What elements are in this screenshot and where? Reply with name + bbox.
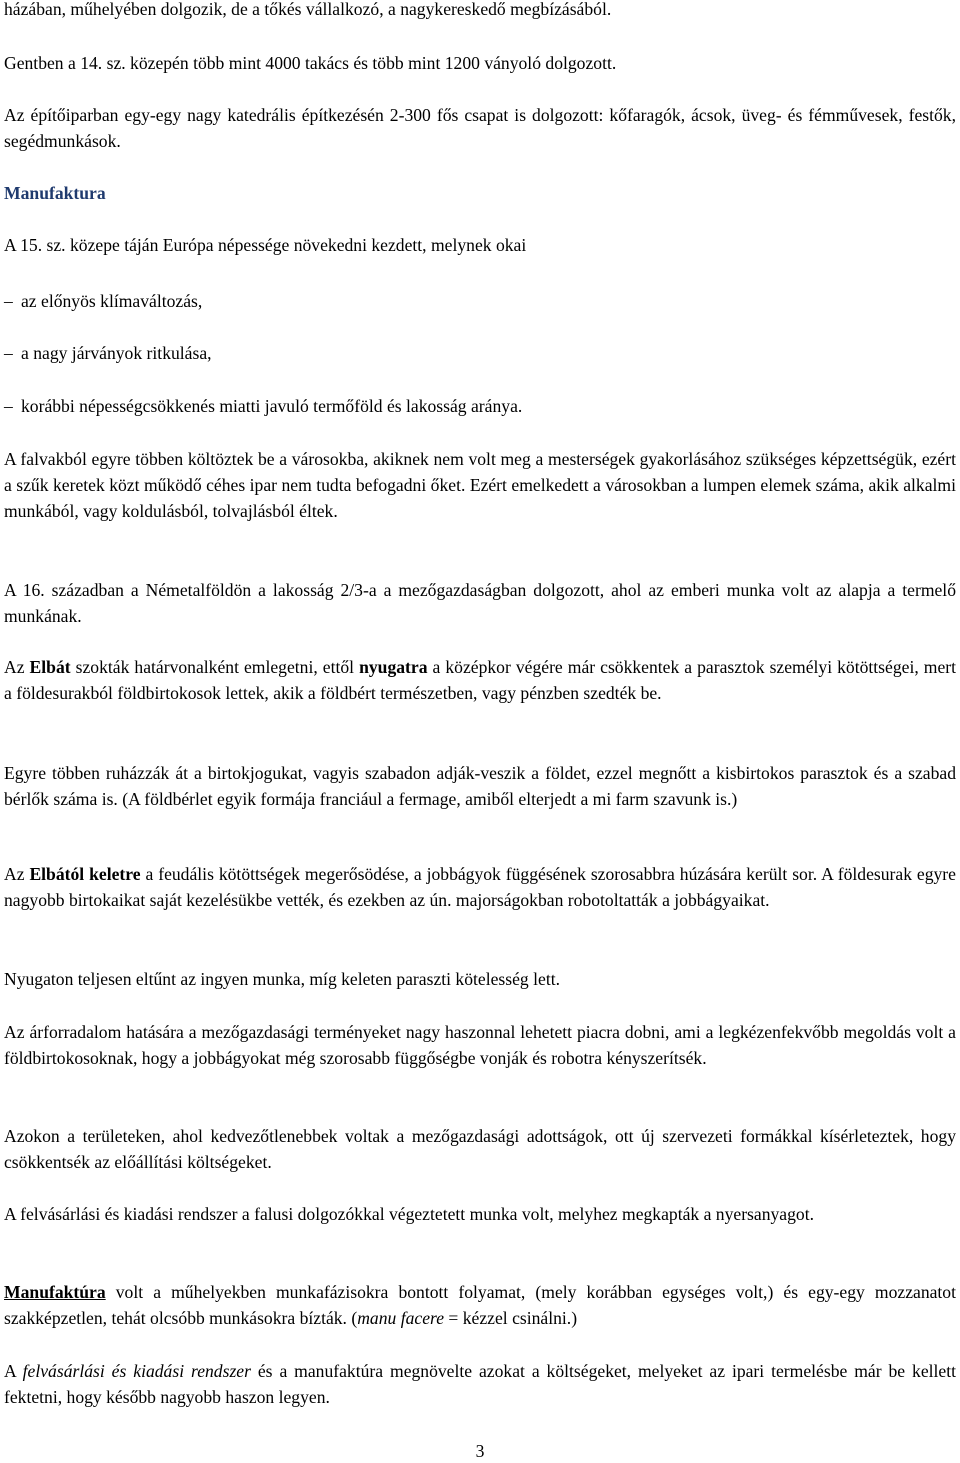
list-item-text: az előnyös klímaváltozás, xyxy=(21,291,203,311)
emphasis-nyugatra: nyugatra xyxy=(359,657,428,677)
term-manu-facere: manu facere xyxy=(357,1308,445,1328)
text-run: és a manufaktúra megnövelte azokat a költségeket, melyeket az ipari termelésbe már be kellett fektetni, hogy később nagyobb haszon legyen. xyxy=(4,1361,956,1407)
paragraph-15-szazad: A 15. sz. közepe táján Európa népessége növekedni kezdett, melynek okai xyxy=(4,235,527,255)
term-manufaktura: Manufaktúra xyxy=(4,1282,106,1302)
text-run: volt a műhelyekben munkafázisokra bontott folyamat, (mely korábban egységes volt,) és egy-egy mozzanatot szakképzetlen, tehát olcsóbb munkásokra bízták. ( xyxy=(4,1282,956,1328)
text-run: szokták határvonalként emlegetni, ettől xyxy=(70,657,360,677)
list-item xyxy=(4,288,956,314)
paragraph-nyugaton: Nyugaton teljesen eltűnt az ingyen munka, míg keleten paraszti kötelesség lett. xyxy=(4,969,560,989)
paragraph-16-szazad: A 16. században a Németalföldön a lakosság 2/3-a a mezőgazdaságban dolgozott, ahol az emberi munka volt az alapja a termelő munkának. xyxy=(4,580,956,626)
paragraph-epitoipar: Az építőiparban egy-egy nagy katedrális építkezésén 2-300 fős csapat is dolgozott: kőfaragók, ácsok, üveg- és fémművesek, festők, segédmunkások. xyxy=(4,105,956,151)
text-run: a középkor végére már csökkentek a parasztok személyi kötöttségei, mert a földesurakból földbirtokosok lettek, akik a földbért természetben, vagy pénzben szedték be. xyxy=(4,657,956,703)
dash-bullet: – xyxy=(4,396,13,416)
paragraph-birtokjog: Egyre többen ruházzák át a birtokjogukat, vagyis szabadon adják-veszik a földet, ezzel megnőtt a kisbirtokos parasztok és a szabad bérlők száma is. (A földbérlet egyik formája franciául a fermage, amiből elterjedt a mi farm szavunk is.) xyxy=(4,763,956,809)
paragraph-intro: házában, műhelyében dolgozik, de a tőkés vállalkozó, a nagykereskedő megbízásából. xyxy=(4,0,612,19)
emphasis-elbat: Elbát xyxy=(29,657,71,677)
list-item xyxy=(4,340,956,366)
text-run: = kézzel csinálni.) xyxy=(444,1308,578,1328)
paragraph-final xyxy=(4,1358,956,1410)
section-heading-manufaktura: Manufaktura xyxy=(4,183,106,203)
paragraph-manufaktura-definicio xyxy=(4,1279,956,1331)
dash-bullet: – xyxy=(4,291,13,311)
paragraph-felvasarlasi: A felvásárlási és kiadási rendszer a falusi dolgozókkal végeztetett munka volt, melyhez megkapták a nyersanyagot. xyxy=(4,1204,814,1224)
paragraph-gent: Gentben a 14. sz. közepén több mint 4000 takács és több mint 1200 ványoló dolgozott. xyxy=(4,53,617,73)
list-item-text: a nagy járványok ritkulása, xyxy=(21,343,212,363)
term-felvasarlasi-rendszer: felvásárlási és kiadási rendszer xyxy=(22,1361,251,1381)
paragraph-falvak: A falvakból egyre többen költöztek be a városokba, akiknek nem volt meg a mesterségek gyakorlásához szükséges képzettségük, ezért a szűk keretek közt működő céhes ipar nem tudta befogadni őket. Ezért emelkedett a városokban a lumpen elemek száma, akik alkalmi munkából, vagy koldulásból, tolvajlásból éltek. xyxy=(4,449,956,521)
paragraph-azokon: Azokon a területeken, ahol kedvezőtlenebbek voltak a mezőgazdasági adottságok, ott új szervezeti formákkal kísérleteztek, hogy csökkentsék az előállítási költségeket. xyxy=(4,1126,956,1172)
text-run: Az xyxy=(4,864,30,884)
emphasis-elbatol-keletre: Elbától keletre xyxy=(29,864,141,884)
page-number: 3 xyxy=(475,1441,485,1461)
text-run: Az xyxy=(4,657,30,677)
paragraph-elbatol-keletre xyxy=(4,861,956,913)
list-item xyxy=(4,393,956,419)
dash-bullet: – xyxy=(4,343,13,363)
text-run: a feudális kötöttségek megerősödése, a jobbágyok függésének szorosabbra húzására került sor. A földesurak egyre nagyobb birtokaikat saját kezelésükbe vették, és ezekben az ún. majorságokban robotoltatták a jobbágyaikat. xyxy=(4,864,956,910)
text-run: A xyxy=(4,1361,23,1381)
list-item-text: korábbi népességcsökkenés miatti javuló termőföld és lakosság aránya. xyxy=(21,396,523,416)
paragraph-elba xyxy=(4,654,956,706)
paragraph-arforradalom: Az árforradalom hatására a mezőgazdasági terményeket nagy haszonnal lehetett piacra dobni, ami a legkézenfekvőbb megoldás volt a földbirtokosoknak, hogy a jobbágyokat még szorosabb függőségbe vonják és robotra kényszerítsék. xyxy=(4,1022,956,1068)
